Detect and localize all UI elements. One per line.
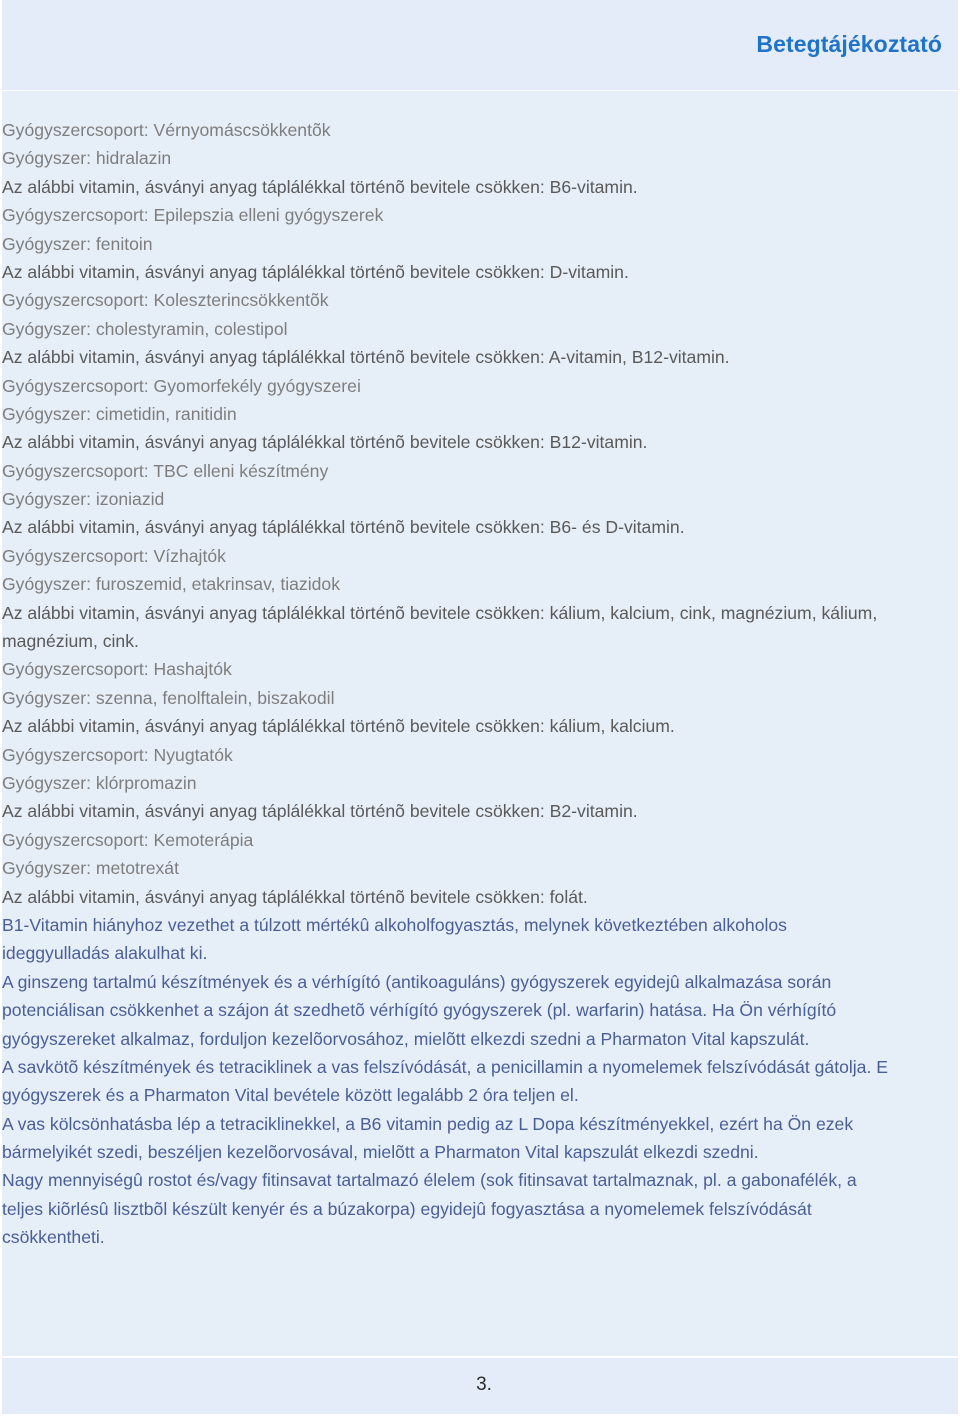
text-line: Gyógyszer: metotrexát	[2, 858, 179, 879]
text-line: Gyógyszer: izoniazid	[2, 489, 165, 510]
text-line: Gyógyszercsoport: Kemoterápia	[2, 829, 254, 850]
text-line: Az alábbi vitamin, ásványi anyag táplálékkal történõ bevitele csökken: kálium, kalcium.	[2, 716, 675, 737]
text-line: Gyógyszer: fenitoin	[2, 233, 153, 254]
text-line: potenciálisan csökkenhet a szájon át szedhetõ vérhígító gyógyszerek (pl. warfarin) hatása. Ha Ön vérhígító	[2, 1000, 837, 1021]
text-line: Az alábbi vitamin, ásványi anyag táplálékkal történõ bevitele csökken: folát.	[2, 886, 588, 907]
text-line: gyógyszerek és a Pharmaton Vital bevétele között legalább 2 óra teljen el.	[2, 1085, 579, 1106]
text-line: Az alábbi vitamin, ásványi anyag táplálékkal történõ bevitele csökken: B12-vitamin.	[2, 432, 648, 453]
text-line: Az alábbi vitamin, ásványi anyag táplálékkal történõ bevitele csökken: D-vitamin.	[2, 261, 629, 282]
text-line: Gyógyszercsoport: Koleszterincsökkentõk	[2, 290, 329, 311]
text-line: Gyógyszer: cimetidin, ranitidin	[2, 403, 237, 424]
footer-bar	[2, 1358, 958, 1414]
text-line: Gyógyszercsoport: Gyomorfekély gyógyszerei	[2, 375, 361, 396]
header-bar	[2, 0, 958, 90]
text-line: Az alábbi vitamin, ásványi anyag táplálékkal történõ bevitele csökken: B6- és D-vitamin.	[2, 517, 685, 538]
text-line: Gyógyszercsoport: Nyugtatók	[2, 744, 233, 765]
text-line: Gyógyszercsoport: TBC elleni készítmény	[2, 460, 329, 481]
text-line: Gyógyszercsoport: Epilepszia elleni gyógyszerek	[2, 205, 384, 226]
text-line: Gyógyszer: cholestyramin, colestipol	[2, 318, 288, 339]
text-line: Az alábbi vitamin, ásványi anyag táplálékkal történõ bevitele csökken: A-vitamin, B12-vitamin.	[2, 347, 730, 368]
text-line: gyógyszereket alkalmaz, forduljon kezelõorvosához, mielõtt elkezdi szedni a Pharmaton Vital kapszulát.	[2, 1028, 810, 1049]
text-line: Gyógyszer: hidralazin	[2, 148, 172, 169]
text-line: Nagy mennyiségû rostot és/vagy fitinsavat tartalmazó élelem (sok fitinsavat tartalmaznak, pl. a gabonafélék, a	[2, 1170, 857, 1191]
text-line: bármelyikét szedi, beszéljen kezelõorvosával, mielõtt a Pharmaton Vital kapszulát elkezdi szedni.	[2, 1142, 759, 1163]
text-line: A ginszeng tartalmú készítmények és a vérhígító (antikoaguláns) gyógyszerek egyidejû alkalmazása során	[2, 971, 832, 992]
text-line: Gyógyszer: szenna, fenolftalein, biszakodil	[2, 687, 335, 708]
text-line: Gyógyszercsoport: Hashajtók	[2, 659, 232, 680]
text-line: Gyógyszer: klórpromazin	[2, 772, 197, 793]
text-line: B1-Vitamin hiányhoz vezethet a túlzott mértékû alkoholfogyasztás, melynek következtében alkoholos	[2, 914, 787, 935]
text-line: ideggyulladás alakulhat ki.	[2, 943, 208, 964]
text-line: csökkentheti.	[2, 1227, 105, 1248]
text-line: Gyógyszercsoport: Vízhajtók	[2, 545, 226, 566]
page-title: Betegtájékoztató	[756, 31, 942, 57]
text-line: magnézium, cink.	[2, 631, 139, 652]
page-number: 3.	[476, 1374, 492, 1395]
text-line: Az alábbi vitamin, ásványi anyag táplálékkal történõ bevitele csökken: B2-vitamin.	[2, 801, 638, 822]
text-line: A savkötõ készítmények és tetraciklinek a vas felszívódását, a penicillamin a nyomelemek felszívódását gátolja. E	[2, 1056, 888, 1077]
document-body	[2, 116, 958, 1252]
text-line: teljes kiõrlésû lisztbõl készült kenyér és a búzakorpa) egyidejû fogyasztása a nyomelemek felszívódását	[2, 1198, 812, 1219]
text-line: Az alábbi vitamin, ásványi anyag táplálékkal történõ bevitele csökken: B6-vitamin.	[2, 176, 638, 197]
text-line: A vas kölcsönhatásba lép a tetraciklinekkel, a B6 vitamin pedig az L Dopa készítményekkel, ezért ha Ön ezek	[2, 1113, 854, 1134]
text-line: Gyógyszercsoport: Vérnyomáscsökkentõk	[2, 120, 331, 140]
text-line: Az alábbi vitamin, ásványi anyag táplálékkal történõ bevitele csökken: kálium, kalcium, cink, magnézium, kálium,	[2, 602, 878, 623]
text-line: Gyógyszer: furoszemid, etakrinsav, tiazidok	[2, 574, 340, 595]
